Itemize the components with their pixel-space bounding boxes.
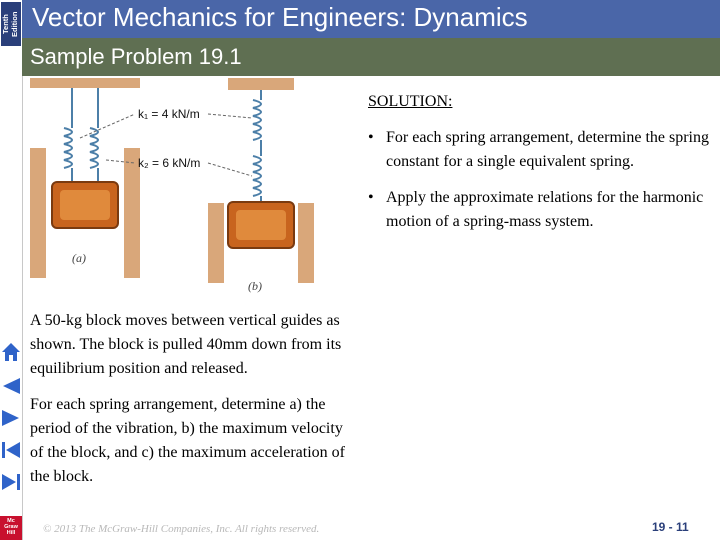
solution-bullet-1-text: For each spring arrangement, determine the spring constant for a single equivalent spring.: [386, 129, 709, 170]
ceiling-a: [30, 78, 140, 88]
problem-statement: [30, 309, 360, 501]
spring-k1-a: [64, 88, 72, 183]
guide-left-b: [208, 203, 224, 283]
edition-label: Tenth Edition: [1, 2, 21, 46]
spring-k1-b: [253, 90, 261, 148]
first-icon[interactable]: [0, 439, 22, 461]
k2-label: k₂ = 6 kN/m: [138, 156, 201, 170]
page-number: 19 - 11: [652, 520, 689, 534]
next-icon[interactable]: [0, 407, 22, 429]
label-a: (a): [72, 251, 86, 265]
spring-k2-a: [90, 88, 98, 183]
k1-label: k₁ = 4 kN/m: [138, 107, 200, 121]
publisher-logo: Mc Graw Hill: [0, 516, 22, 540]
problem-paragraph-2: For each spring arrangement, determine a) the period of the vibration, b) the maximum velocity of the block, and c) the maximum acceleration of the block.: [30, 396, 345, 485]
spring-figure: [30, 78, 350, 298]
page-title: Vector Mechanics for Engineers: Dynamics: [32, 2, 528, 32]
solution-section: [368, 90, 713, 234]
page-subtitle: Sample Problem 19.1: [30, 44, 242, 69]
previous-icon[interactable]: [0, 375, 22, 397]
block-a-highlight: [60, 190, 110, 220]
copyright-notice: © 2013 The McGraw-Hill Companies, Inc. All rights reserved.: [43, 523, 320, 535]
block-b-highlight: [236, 210, 286, 240]
solution-bullet-1: • For each spring arrangement, determine the spring constant for a single equivalent spring.: [368, 129, 709, 170]
solution-bullet-2: • Apply the approximate relations for the harmonic motion of a spring-mass system.: [368, 189, 704, 230]
subtitle-bar: [22, 38, 720, 76]
left-sidebar: [0, 0, 23, 540]
label-b: (b): [248, 279, 262, 293]
ceiling-b: [228, 78, 294, 90]
problem-paragraph-1: A 50-kg block moves between vertical guides as shown. The block is pulled 40mm down from its equilibrium position and released.: [30, 312, 342, 377]
home-icon[interactable]: [0, 341, 22, 363]
solution-heading: SOLUTION:: [368, 93, 453, 110]
guide-right-b: [298, 203, 314, 283]
guide-left-a: [30, 148, 46, 278]
title-bar: [22, 0, 720, 38]
solution-bullet-2-text: Apply the approximate relations for the harmonic motion of a spring-mass system.: [386, 189, 704, 230]
last-icon[interactable]: [0, 471, 22, 493]
spring-k2-b: [253, 148, 261, 203]
